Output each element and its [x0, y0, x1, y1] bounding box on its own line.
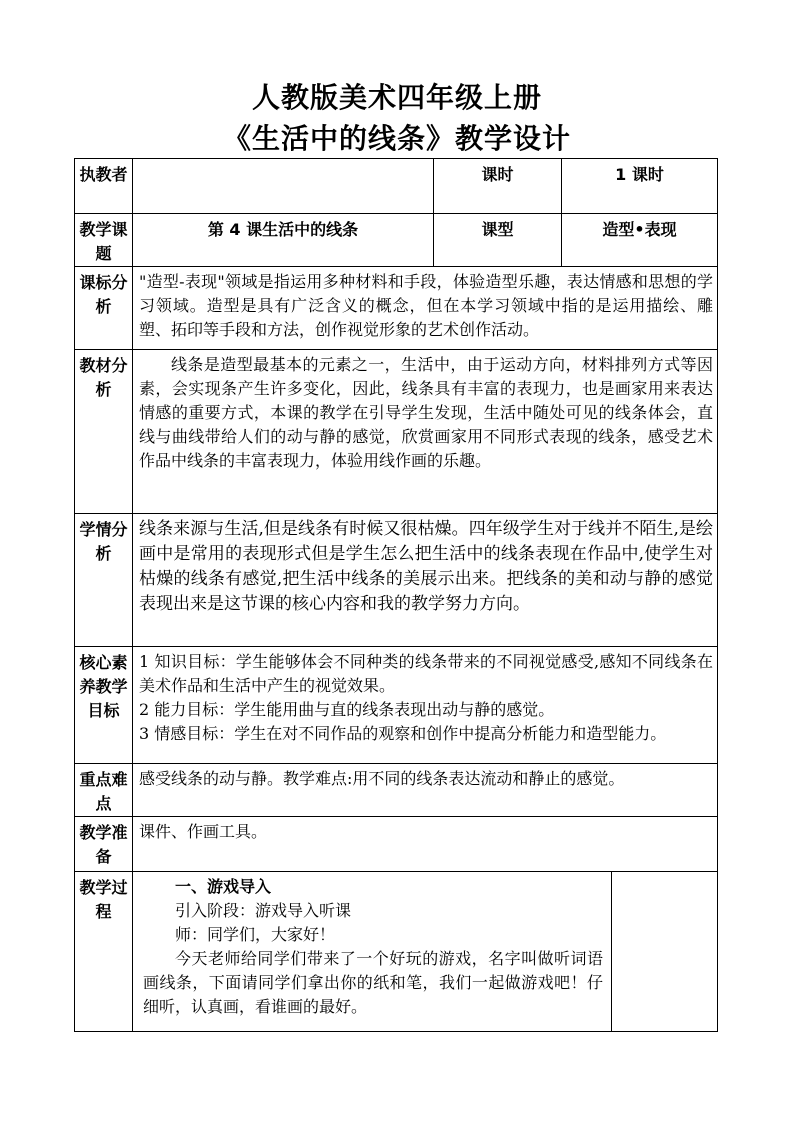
topic-row	[75, 214, 718, 267]
keypoints-text: 感受线条的动与静。教学难点:用不同的线条表达流动和静止的感觉。	[133, 764, 718, 817]
keypoints-row	[75, 764, 718, 817]
period-value: 1 课时	[562, 159, 718, 214]
process-heading: 一、游戏导入	[175, 877, 272, 896]
students-text: 线条来源与生活,但是线条有时候又很枯燥。四年级学生对于线并不陌生,是绘画中是常用的表现形式但是学生怎么把生活中的线条表现在作品中,使学生对枯燥的线条有感觉,把生活中线条的美展示出来。把线条的美和动与静的感觉表现出来是这节课的核心内容和我的教学努力方向。	[133, 514, 718, 647]
process-label: 教学过程	[75, 872, 133, 1032]
topic-label: 教学课题	[75, 214, 133, 267]
topic-value: 第 4 课生活中的线条	[133, 214, 434, 267]
material-row	[75, 350, 718, 514]
prep-text: 课件、作画工具。	[133, 817, 718, 872]
teacher-value	[133, 159, 434, 214]
goals-label: 核心素养教学目标	[75, 647, 133, 764]
material-label: 教材分析	[75, 350, 133, 514]
teacher-label: 执教者	[75, 159, 133, 214]
standard-label: 课标分析	[75, 267, 133, 350]
process-line: 引入阶段：游戏导入听课	[175, 901, 352, 920]
process-cell	[133, 872, 612, 1032]
prep-row	[75, 817, 718, 872]
goal-item: 3 情感目标：学生在对不同作品的观察和创作中提高分析能力和造型能力。	[139, 724, 667, 743]
process-notes-cell	[612, 872, 718, 1032]
goals-cell	[133, 647, 718, 764]
material-text: 线条是造型最基本的元素之一，生活中，由于运动方向，材料排列方式等因素，会实现条产生许多变化，因此，线条具有丰富的表现力，也是画家用来表达情感的重要方式，本课的教学在引导学生发现，生活中随处可见的线条体会，直线与曲线带给人们的动与静的感觉，欣赏画家用不同形式表现的线条，感受艺术作品中线条的丰富表现力，体验用线作画的乐趣。	[133, 350, 718, 514]
period-label: 课时	[434, 159, 562, 214]
type-label: 课型	[434, 214, 562, 267]
goal-item: 1 知识目标：学生能够体会不同种类的线条带来的不同视觉感受,感知不同线条在美术作品和生活中产生的视觉效果。	[139, 652, 713, 695]
process-line: 今天老师给同学们带来了一个好玩的游戏，名字叫做听词语画线条，下面请同学们拿出你的纸和笔，我们一起做游戏吧！仔细听，认真画，看谁画的最好。	[143, 949, 603, 1016]
type-value: 造型•表现	[562, 214, 718, 267]
students-label: 学情分析	[75, 514, 133, 647]
document-title-line1: 人教版美术四年级上册	[251, 81, 542, 114]
process-line: 师：同学们，大家好！	[175, 925, 336, 944]
teacher-row	[75, 159, 718, 214]
process-row	[75, 872, 718, 1032]
keypoints-label: 重点难点	[75, 764, 133, 817]
goal-item: 2 能力目标：学生能用曲与直的线条表现出动与静的感觉。	[139, 700, 555, 719]
lesson-plan-table	[74, 158, 718, 1032]
standard-row	[75, 267, 718, 350]
prep-label: 教学准备	[75, 817, 133, 872]
document-title-line2: 《生活中的线条》教学设计	[222, 122, 571, 155]
standard-text: "造型-表现"领域是指运用多种材料和手段，体验造型乐趣，表达情感和思想的学习领域。造型是具有广泛含义的概念，但在本学习领域中指的是运用描绘、雕塑、拓印等手段和方法，创作视觉形象的艺术创作活动。	[133, 267, 718, 350]
students-row	[75, 514, 718, 647]
goals-row	[75, 647, 718, 764]
